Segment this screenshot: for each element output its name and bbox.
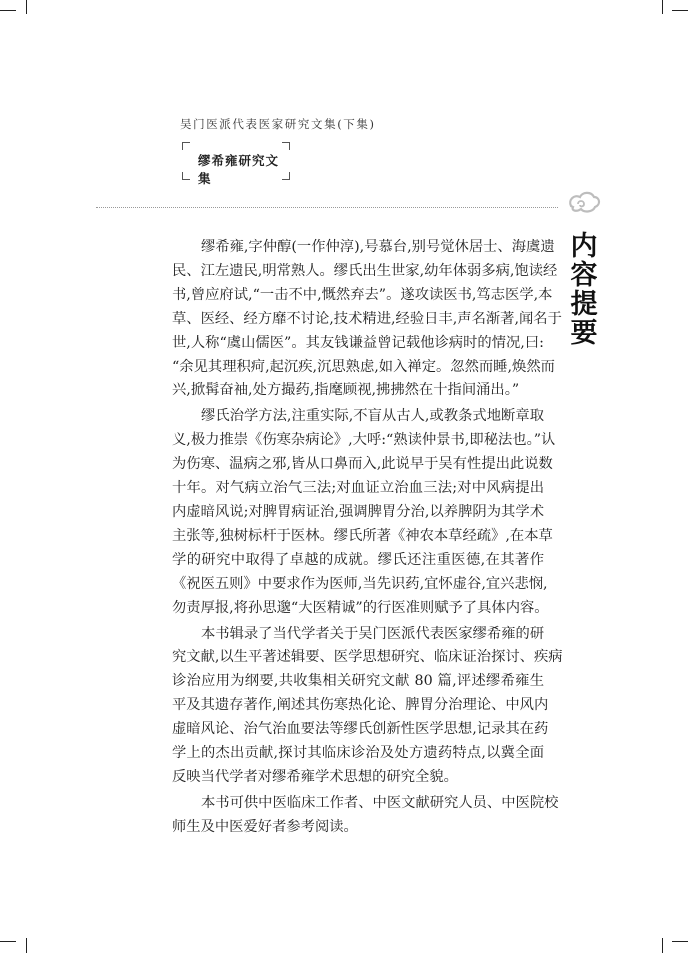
crop-mark: [662, 938, 663, 953]
text-line: 师生及中医爱好者参考阅读。: [172, 818, 358, 835]
crop-mark: [672, 941, 688, 942]
text-line: 《祝医五则》中要求作为医师,当先识药,宜怀虚谷,宜兴悲悯,: [172, 575, 548, 592]
running-header: 吴门医派代表医家研究文集(下集): [180, 117, 376, 131]
crop-mark: [26, 938, 27, 953]
text-line: 书,曾应府试,“一击不中,慨然弃去”。遂攻读医书,笃志医学,本: [172, 286, 553, 303]
side-title-char: 提: [570, 289, 598, 320]
text-line: 兴,掀髯奋袖,处方撮药,指麾顾视,拂拂然在十指间涌出。”: [172, 382, 520, 399]
crop-mark: [0, 10, 16, 11]
crop-mark: [26, 0, 27, 14]
paragraph-1: [172, 236, 562, 403]
side-title: [566, 232, 602, 348]
text-line: 民、江左遗民,明常熟人。缪氏出生世家,幼年体弱多病,饱读经: [172, 262, 558, 279]
text-line: 为伤寒、温病之邪,皆从口鼻而入,此说早于吴有性提出此说数: [172, 456, 553, 473]
text-line: 学的研究中取得了卓越的成就。缪氏还注重医德,在其著作: [172, 551, 544, 568]
crop-mark: [672, 10, 688, 11]
text-line: 主张等,独树标杆于医林。缪氏所著《神农本草经疏》,在本草: [172, 527, 553, 544]
section-tag: [182, 142, 290, 186]
text-line: 本书辑录了当代学者关于吴门医派代表医家缪希雍的研: [201, 625, 545, 642]
side-title-char: 要: [570, 318, 598, 349]
text-line: 究文献,以生平著述辑要、医学思想研究、临床证治探讨、疾病: [172, 649, 563, 666]
text-line: 诊治应用为纲要,共收集相关研究文献 80 篇,评述缪希雍生: [172, 673, 544, 690]
text-line: 本书可供中医临床工作者、中医文献研究人员、中医院校: [201, 794, 559, 811]
text-line: 平及其遗存著作,阐述其伤寒热化论、脾胃分治理论、中风内: [172, 697, 549, 714]
text-line: 勿责厚报,将孙思邈“大医精诚”的行医准则赋予了具体内容。: [172, 599, 549, 616]
text-line: 义,极力推崇《伤寒杂病论》,大呼:“熟读仲景书,即秘法也。”认: [172, 432, 556, 449]
text-line: “余见其理积疴,起沉疾,沉思熟虑,如入禅定。忽然而睡,焕然而: [172, 358, 555, 375]
text-line: 学上的杰出贡献,探讨其临床诊治及处方遗药特点,以冀全面: [172, 745, 544, 762]
text-line: 草、医经、经方靡不讨论,技术精进,经验日丰,声名渐著,闻名于: [172, 310, 562, 327]
paragraph-2: [172, 405, 556, 620]
cloud-ornament-icon: [567, 190, 601, 216]
crop-mark: [0, 941, 16, 942]
summary-body: [172, 236, 563, 842]
text-line: 反映当代学者对缪希雍学术思想的研究全貌。: [172, 768, 458, 785]
side-title-char: 内: [570, 231, 598, 262]
text-line: 缪氏治学方法,注重实际,不盲从古人,或教条式地断章取: [201, 408, 544, 425]
text-line: 世,人称“虞山儒医”。其友钱谦益曾记载他诊病时的情况,曰:: [172, 334, 544, 351]
paragraph-4: [172, 792, 559, 840]
text-line: 十年。对气病立治气三法;对血证立治血三法;对中风病提出: [172, 480, 544, 497]
section-tag-label: 缪希雍研究文集: [198, 153, 280, 186]
side-title-char: 容: [570, 260, 598, 291]
crop-mark: [662, 0, 663, 14]
text-line: 内虚暗风说;对脾胃病证治,强调脾胃分治,以养脾阴为其学术: [172, 503, 544, 520]
paragraph-3: [172, 623, 563, 790]
header-divider: [96, 207, 558, 208]
text-line: 虚暗风论、治气治血要法等缪氏创新性医学思想,记录其在药: [172, 721, 549, 738]
text-line: 缪希雍,字仲醇(一作仲淳),号慕台,别号觉休居士、海虞遗: [201, 239, 555, 255]
